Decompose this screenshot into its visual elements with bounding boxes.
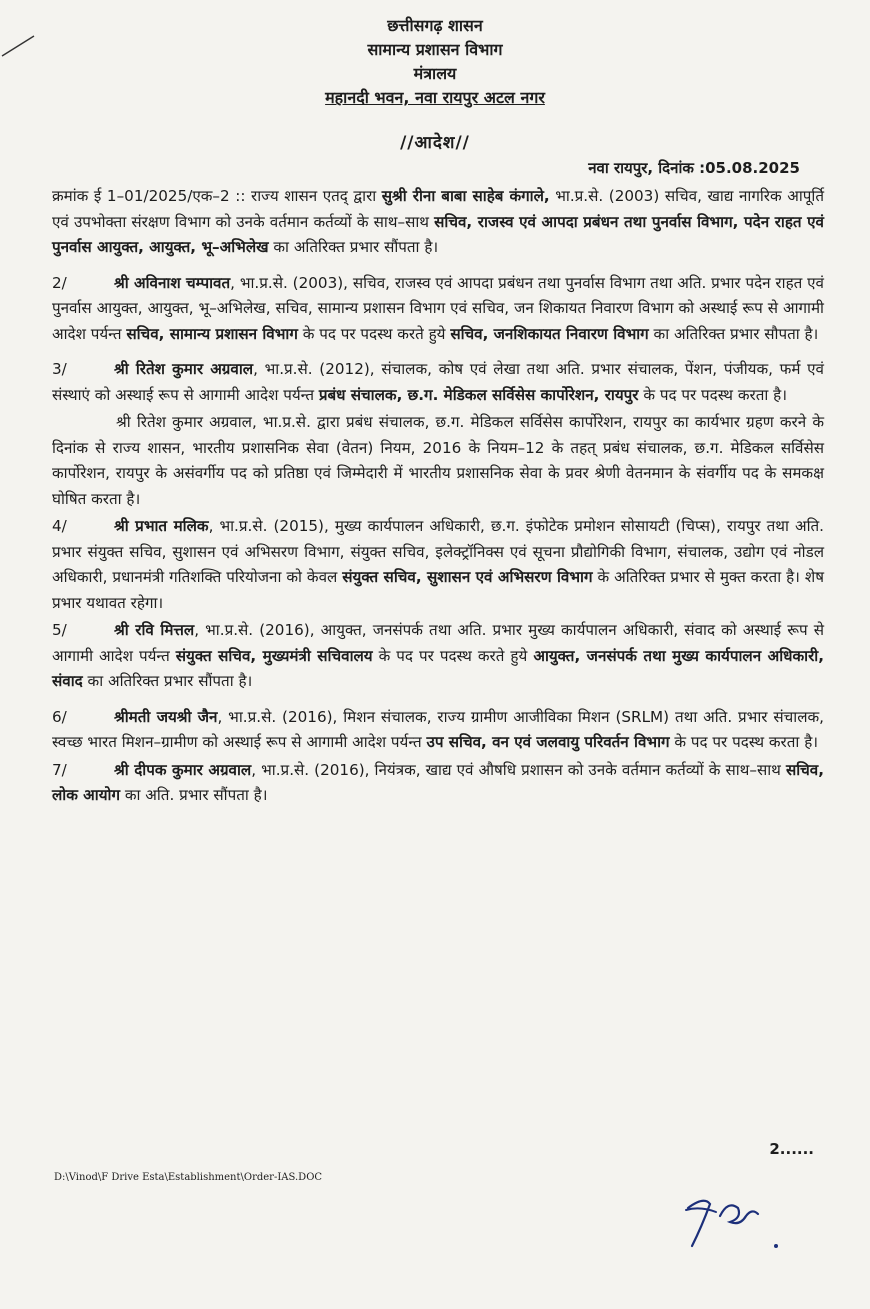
para6-bold-2: उप सचिव, वन एवं जलवायु परिवर्तन विभाग: [426, 733, 670, 751]
para4-bold-2: संयुक्त सचिव, सुशासन एवं अभिसरण विभाग: [342, 568, 593, 586]
para2-bold-3: सचिव, जनशिकायत निवारण विभाग: [450, 324, 649, 343]
para4-text-2: के अतिरिक्त प्रभार से मुक्त करता है। शेष प्रभार यथावत रहेगा।: [52, 568, 824, 612]
para6-text-1: , भा.प्र.से. (2016), मिशन संचालक, राज्य ग्रामीण आजीविका मिशन (SRLM) तथा अति. प्रभार संचालक, स्वच्छ भारत मिशन–ग्रामीण को अस्थाई रूप से आगामी आदेश पर्यन्त: [52, 707, 824, 751]
letterhead: [0, 14, 870, 110]
para5-bold-3: आयुक्त, जनसंपर्क तथा मुख्य कार्यपालन अधिकारी, संवाद: [52, 646, 824, 690]
para2-bold-2: सचिव, सामान्य प्रशासन विभाग: [126, 324, 298, 343]
para7-bold-1: श्री दीपक कुमार अग्रवाल: [114, 760, 252, 779]
para4-bold-1: श्री प्रभात मलिक: [114, 517, 209, 535]
paragraph-5: [52, 618, 824, 695]
para1-bold-1: सुश्री रीना बाबा साहेब कंगाले,: [381, 187, 550, 205]
paragraph-3-continuation: श्री रितेश कुमार अग्रवाल, भा.प्र.से. द्वारा प्रबंध संचालक, छ.ग. मेडिकल सर्विसेस कार्पोरेशन, रायपुर का कार्यभार ग्रहण करने के दिनांक से राज्य शासन, भारतीय प्रशासनिक सेवा (वेतन) नियम, 2016 के नियम–12 के तहत् प्रबंध संचालक, छ.ग. मेडिकल सर्विसेस कार्पोरेशन, रायपुर के असंवर्गीय पद को प्रतिष्ठा एवं जिम्मेदारी में भारतीय प्रशासनिक सेवा के प्रवर श्रेणी वेतनमान के संवर्गीय पद के समकक्ष घोषित करता है।: [52, 413, 824, 508]
order-body: [52, 184, 824, 819]
order-title: //आदेश//: [400, 133, 470, 153]
para5-text-3: का अतिरिक्त प्रभार सौंपता है।: [82, 672, 253, 690]
para6-number: 6/: [52, 707, 67, 726]
para3-bold-1: श्री रितेश कुमार अग्रवाल: [114, 360, 254, 378]
para5-text-2: के पद पर पदस्थ करते हुये: [372, 646, 534, 665]
para2-text-2: के पद पर पदस्थ करते हुये: [297, 324, 451, 343]
para4-text-1: , भा.प्र.से. (2015), मुख्य कार्यपालन अधिकारी, छ.ग. इंफोटेक प्रमोशन सोसायटी (चिप्स), रायपुर तथा अति. प्रभार संयुक्त सचिव, सुशासन एवं अभिसरण विभाग, संयुक्त सचिव, इलेक्ट्रॉनिक्स एवं सूचना प्रौद्योगिकी विभाग, संचालक, उद्योग एवं नोडल अधिकारी, प्रधानमंत्री गतिशक्ति परियोजना को केवल: [52, 517, 825, 586]
para1-text-2: भा.प्र.से. (2003) सचिव, खाद्य नागरिक आपूर्ति एवं उपभोक्ता संरक्षण विभाग को उनके वर्तमान कर्तव्यों के साथ–साथ: [52, 187, 824, 231]
paragraph-7: [52, 758, 824, 809]
government-name: छत्तीसगढ़ शासन: [387, 16, 483, 35]
para3-text-2: के पद पर पदस्थ करता है।: [638, 385, 787, 404]
signature-mark: [680, 1186, 790, 1256]
para3-text-1: , भा.प्र.से. (2012), संचालक, कोष एवं लेखा तथा अति. प्रभार संचालक, पेंशन, पंजीयक, फर्म एवं संस्थाएं को अस्थाई रूप से आगामी आदेश पर्यन्त: [52, 360, 825, 404]
para2-bold-1: श्री अविनाश चम्पावत: [114, 273, 231, 292]
paragraph-1: [52, 184, 824, 261]
para7-text-1: , भा.प्र.से. (2016), नियंत्रक, खाद्य एवं औषधि प्रशासन को उनके वर्तमान कर्तव्यों के साथ–साथ: [251, 760, 786, 779]
para2-number: 2/: [52, 273, 67, 292]
para7-number: 7/: [52, 760, 67, 779]
para1-text-1: क्रमांक ई 1–01/2025/एक–2 :: राज्य शासन एतद् द्वारा: [52, 187, 382, 205]
para7-text-2: का अति. प्रभार सौंपता है।: [120, 786, 268, 804]
order-date: नवा रायपुर, दिनांक :05.08.2025: [588, 159, 800, 177]
page-continuation: 2......: [769, 1140, 814, 1158]
para6-bold-1: श्रीमती जयश्री जैन: [114, 707, 218, 726]
para5-text-1: , भा.प्र.से. (2016), आयुक्त, जनसंपर्क तथा अति. प्रभार मुख्य कार्यपालन अधिकारी, संवाद को अस्थाई रूप से आगामी आदेश पर्यन्त: [52, 621, 824, 665]
para2-text-1: , भा.प्र.से. (2003), सचिव, राजस्व एवं आपदा प्रबंधन तथा पुनर्वास विभाग तथा अति. प्रभार पदेन राहत एवं पुनर्वास आयुक्त, आयुक्त, भू–अभिलेख, सचिव, सामान्य प्रशासन विभाग एवं सचिव, जन शिकायत निवारण विभाग को अस्थाई रूप से आगामी आदेश पर्यन्त: [52, 273, 824, 343]
paragraph-3: [52, 357, 824, 408]
office-name: मंत्रालय: [413, 64, 457, 83]
para1-text-3: का अतिरिक्त प्रभार सौंपता है।: [268, 238, 439, 256]
paragraph-2: [52, 271, 824, 348]
para5-bold-1: श्री रवि मित्तल: [114, 621, 195, 639]
para1-bold-2: सचिव, राजस्व एवं आपदा प्रबंधन तथा पुनर्वास विभाग, पदेन राहत एवं पुनर्वास आयुक्त, आयुक्त, भू–अभिलेख: [52, 212, 824, 256]
file-path: D:\Vinod\F Drive Esta\Establishment\Order-IAS.DOC: [54, 1172, 323, 1183]
para2-text-3: का अतिरिक्त प्रभार सौपता है।: [648, 324, 819, 343]
para7-bold-2: सचिव, लोक आयोग: [52, 760, 824, 804]
paragraph-6: [52, 705, 824, 756]
para5-bold-2: संयुक्त सचिव, मुख्यमंत्री सचिवालय: [175, 646, 373, 665]
para3-bold-2: प्रबंध संचालक, छ.ग. मेडिकल सर्विसेस कार्पोरेशन, रायपुर: [318, 385, 639, 404]
office-address: महानदी भवन, नवा रायपुर अटल नगर: [325, 88, 545, 107]
para4-number: 4/: [52, 517, 67, 535]
para6-text-2: के पद पर पदस्थ करता है।: [669, 733, 819, 751]
paragraph-4: [52, 514, 824, 616]
department-name: सामान्य प्रशासन विभाग: [367, 40, 503, 59]
para3-number: 3/: [52, 360, 67, 378]
para5-number: 5/: [52, 621, 67, 639]
